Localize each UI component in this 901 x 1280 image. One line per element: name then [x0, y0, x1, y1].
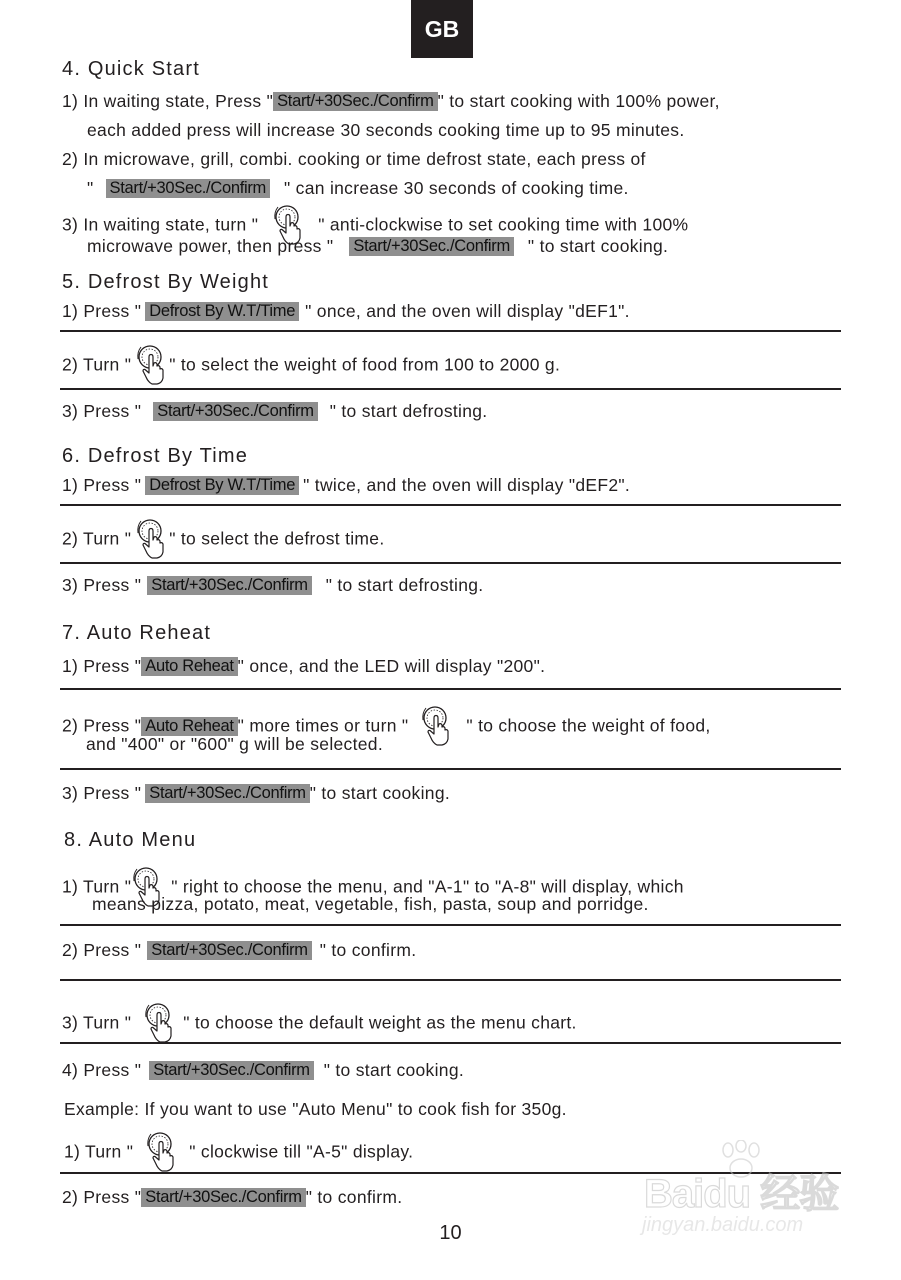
- auto-reheat-step-3: [62, 780, 450, 806]
- page-number: 10: [439, 1222, 462, 1244]
- start-confirm-button: Start/+30Sec./Confirm: [141, 1188, 305, 1207]
- step-text: " once, and the LED will display "200".: [237, 656, 546, 676]
- defrost-weight-step-1: [62, 298, 630, 324]
- auto-menu-step-1: [62, 866, 684, 897]
- auto-reheat-step-2-cont: and "400" or "600" g will be selected.: [86, 734, 383, 754]
- dial-knob-icon: [135, 516, 169, 560]
- divider: [60, 688, 841, 690]
- start-confirm-button: Start/+30Sec./Confirm: [349, 237, 513, 256]
- step-text: " can increase 30 seconds of cooking time.: [284, 178, 629, 198]
- divider: [60, 979, 841, 981]
- step-text: 1) Turn ": [64, 1141, 134, 1162]
- example-step-1: [64, 1131, 414, 1162]
- start-confirm-button: Start/+30Sec./Confirm: [106, 179, 270, 198]
- auto-menu-step-2: [62, 937, 416, 963]
- defrost-weight-step-2: [62, 344, 561, 375]
- start-confirm-button: Start/+30Sec./Confirm: [145, 784, 309, 803]
- section-title-quick-start: 4. Quick Start: [62, 58, 200, 80]
- section-title-defrost-by-weight: 5. Defrost By Weight: [62, 271, 270, 293]
- step-text: 3) In waiting state, turn ": [62, 214, 259, 235]
- start-confirm-button: Start/+30Sec./Confirm: [149, 1061, 313, 1080]
- step-text: " clockwise till "A-5" display.: [189, 1141, 414, 1162]
- step-text: 1) Press ": [62, 656, 142, 676]
- step-text: " to start cooking.: [309, 783, 451, 803]
- language-tab: GB: [411, 0, 473, 58]
- defrost-time-step-1: [62, 472, 630, 498]
- step-text: " to start cooking.: [323, 1060, 465, 1080]
- step-text: " to start defrosting.: [329, 401, 488, 421]
- auto-menu-step-3: [62, 1002, 577, 1033]
- step-text: " more times or turn ": [237, 715, 409, 736]
- quick-start-step-2-cont: [87, 175, 629, 201]
- step-text: 1) Turn ": [62, 876, 132, 897]
- step-text: " once, and the oven will display "dEF1".: [305, 301, 630, 321]
- example-step-2: [62, 1184, 402, 1210]
- section-title-defrost-by-time: 6. Defrost By Time: [62, 445, 249, 467]
- auto-reheat-step-2: [62, 705, 711, 736]
- step-text: " to choose the weight of food,: [466, 715, 711, 736]
- defrost-weight-step-3: [62, 398, 487, 424]
- watermark-url: jingyan.baidu.com: [642, 1214, 804, 1236]
- dial-knob-icon: [143, 1000, 177, 1044]
- step-text: 1) Press ": [62, 301, 142, 321]
- step-text: " anti-clockwise to set cooking time with 100%: [318, 214, 689, 235]
- auto-reheat-step-1: [62, 653, 545, 679]
- step-text: 2) Press ": [62, 940, 142, 960]
- auto-reheat-button: Auto Reheat: [141, 657, 237, 676]
- watermark-brand: Baidu 经验: [644, 1172, 839, 1216]
- auto-reheat-button: Auto Reheat: [141, 717, 237, 736]
- auto-menu-step-1-cont: means pizza, potato, meat, vegetable, fish, pasta, soup and porridge.: [92, 894, 649, 914]
- section-title-auto-reheat: 7. Auto Reheat: [62, 622, 212, 644]
- step-text: " twice, and the oven will display "dEF2".: [303, 475, 631, 495]
- start-confirm-button: Start/+30Sec./Confirm: [147, 941, 311, 960]
- step-text: " to start cooking.: [527, 236, 669, 256]
- dial-knob-icon: [420, 703, 454, 747]
- divider: [60, 1042, 841, 1044]
- step-text: 3) Press ": [62, 783, 142, 803]
- step-text: 3) Press ": [62, 401, 142, 421]
- dial-knob-icon: [135, 342, 169, 386]
- step-text: 2) Turn ": [62, 354, 132, 375]
- step-text: 4) Press ": [62, 1060, 142, 1080]
- step-text: ": [87, 178, 94, 198]
- step-text: 1) Press ": [62, 475, 142, 495]
- auto-menu-example: Example: If you want to use "Auto Menu" to cook fish for 350g.: [64, 1099, 567, 1119]
- step-text: " to confirm.: [305, 1187, 403, 1207]
- divider: [60, 504, 841, 506]
- start-confirm-button: Start/+30Sec./Confirm: [147, 576, 311, 595]
- step-text: 1) In waiting state, Press ": [62, 91, 274, 111]
- step-text: 3) Turn ": [62, 1012, 132, 1033]
- defrost-time-step-3: [62, 572, 483, 598]
- step-text: " to select the weight of food from 100 to 2000 g.: [169, 354, 561, 375]
- step-text: " to start cooking with 100% power,: [437, 91, 720, 111]
- dial-knob-icon: [145, 1129, 179, 1173]
- quick-start-step-2: 2) In microwave, grill, combi. cooking or time defrost state, each press of: [62, 149, 646, 169]
- step-text: 2) Press ": [62, 1187, 142, 1207]
- quick-start-step-1: [62, 88, 720, 114]
- auto-menu-step-4: [62, 1057, 464, 1083]
- start-confirm-button: Start/+30Sec./Confirm: [153, 402, 317, 421]
- divider: [60, 330, 841, 332]
- step-text: " right to choose the menu, and "A-1" to "A-8" will display, which: [171, 876, 684, 897]
- divider: [60, 924, 841, 926]
- divider: [60, 768, 841, 770]
- section-title-auto-menu: 8. Auto Menu: [64, 829, 197, 851]
- defrost-time-step-2: [62, 518, 385, 549]
- defrost-button: Defrost By W.T/Time: [145, 302, 299, 321]
- start-confirm-button: Start/+30Sec./Confirm: [273, 92, 437, 111]
- step-text: microwave power, then press ": [87, 236, 334, 256]
- step-text: 2) Press ": [62, 715, 142, 736]
- divider: [60, 562, 841, 564]
- quick-start-step-3: [62, 204, 689, 235]
- quick-start-step-1-cont: each added press will increase 30 seconds cooking time up to 95 minutes.: [87, 120, 685, 140]
- quick-start-step-3-cont: [87, 233, 668, 259]
- step-text: 2) Turn ": [62, 528, 132, 549]
- step-text: " to select the defrost time.: [169, 528, 385, 549]
- divider: [60, 388, 841, 390]
- defrost-button: Defrost By W.T/Time: [145, 476, 299, 495]
- step-text: " to confirm.: [319, 940, 417, 960]
- step-text: 3) Press ": [62, 575, 142, 595]
- step-text: " to choose the default weight as the menu chart.: [183, 1012, 577, 1033]
- step-text: " to start defrosting.: [325, 575, 484, 595]
- baidu-watermark: [636, 1140, 851, 1250]
